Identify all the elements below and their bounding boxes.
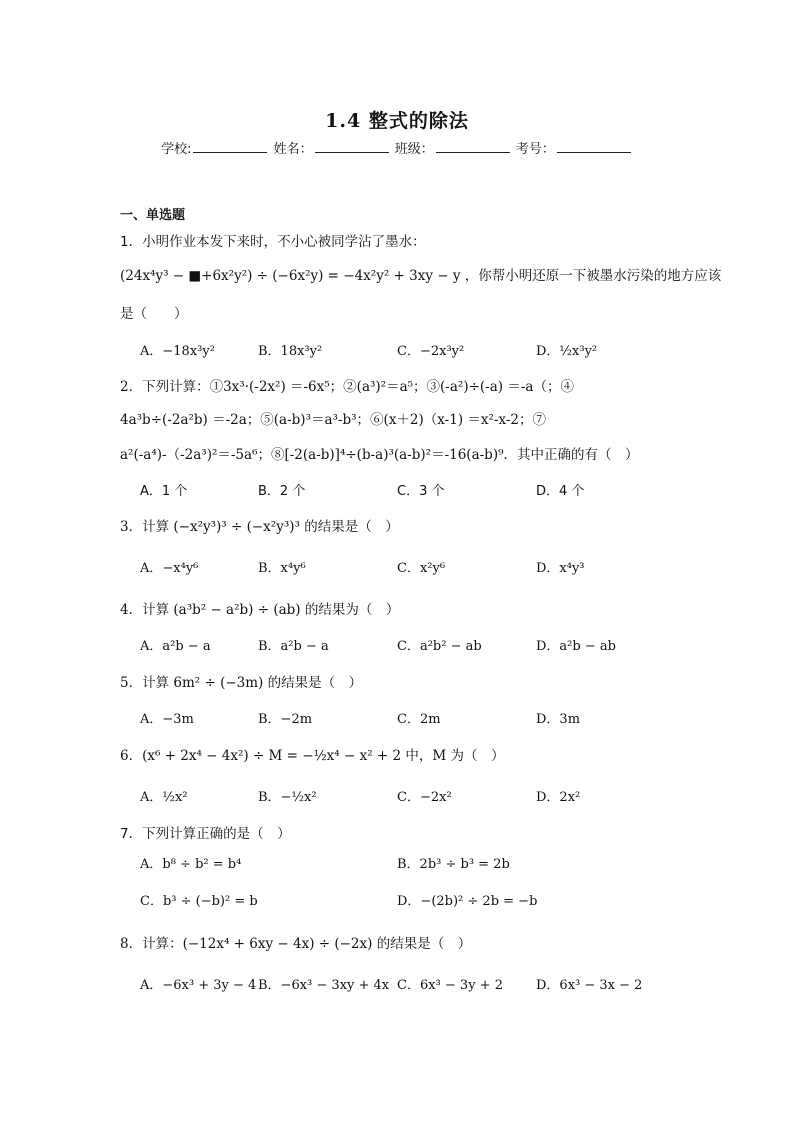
- question-8-option-a: A．−6x³ + 3y − 4: [140, 978, 257, 993]
- question-8-option-d: D．6x³ − 3x − 2: [536, 978, 643, 993]
- question-7-option-d: D．−(2b)² ÷ 2b = −b: [397, 894, 538, 909]
- question-6-option-d: D．2x²: [536, 790, 581, 805]
- question-5-stem: 5．计算 6m² ÷ (−3m) 的结果是（ ）: [120, 675, 363, 691]
- question-6-stem: 6．(x⁶ + 2x⁴ − 4x²) ÷ M = −½x⁴ − x² + 2 中，M 为（ ）: [120, 748, 505, 764]
- question-3-option-d: D．x⁴y³: [536, 561, 585, 576]
- question-8-stem: 8．计算：(−12x⁴ + 6xy − 4x) ÷ (−2x) 的结果是（ ）: [120, 936, 472, 952]
- question-1-option-c: C．−2x³y²: [397, 344, 465, 359]
- question-6-option-c: C．−2x²: [397, 790, 452, 805]
- question-5-option-b: B．−2m: [258, 712, 313, 727]
- class-label: 班级：: [394, 142, 434, 157]
- question-2-option-b: B．2 个: [258, 484, 306, 499]
- question-5-option-c: C．2m: [397, 712, 441, 727]
- question-3-option-a: A．−x⁴y⁶: [140, 561, 199, 576]
- question-8-option-b: B．−6x³ − 3xy + 4x: [258, 978, 390, 993]
- question-2-option-a: A．1 个: [140, 484, 188, 499]
- question-7-option-c: C．b³ ÷ (−b)² = b: [140, 894, 258, 909]
- question-5-option-a: A．−3m: [140, 712, 194, 727]
- question-2-option-c: C．3 个: [397, 484, 445, 499]
- class-blank: [436, 140, 510, 153]
- question-8-option-c: C．6x³ − 3y + 2: [397, 978, 503, 993]
- student-info-line: [0, 138, 794, 157]
- number-blank: [557, 140, 631, 153]
- question-3-option-c: C．x²y⁶: [397, 561, 446, 576]
- question-6-option-b: B．−½x²: [258, 790, 317, 805]
- school-label: 学校:: [161, 142, 192, 157]
- question-3-option-b: B．x⁴y⁶: [258, 561, 306, 576]
- number-label: 考号：: [515, 142, 555, 157]
- question-1-stem-line-3: 是（ ）: [120, 306, 188, 322]
- page-title: 1.4 整式的除法: [325, 110, 469, 132]
- question-7-option-b: B．2b³ ÷ b³ = 2b: [397, 857, 510, 872]
- name-blank: [315, 140, 389, 153]
- question-2-stem-line-1: 2．下列计算：①3x³·(-2x²) ＝-6x⁵；②(a³)²＝a⁵；③(-a²)÷(-a) ＝-a（；④: [120, 379, 574, 395]
- question-3-stem: 3．计算 (−x²y³)³ ÷ (−x²y³)³ 的结果是（ ）: [120, 519, 399, 535]
- question-1-option-a: A．−18x³y²: [140, 344, 215, 359]
- question-4-stem: 4．计算 (a³b² − a²b) ÷ (ab) 的结果为（ ）: [120, 602, 400, 618]
- section-heading: 一、单选题: [120, 208, 186, 223]
- question-2-stem-line-3: a²(-a⁴)-（-2a³)²＝-5a⁶；⑧[-2(a-b)]⁴÷(b-a)³(a-b)²＝-16(a-b)⁹．其中正确的有（ ）: [120, 447, 639, 463]
- question-2-option-d: D．4 个: [536, 484, 585, 499]
- question-4-option-a: A．a²b − a: [140, 639, 211, 654]
- question-7-option-a: A．b⁸ ÷ b² = b⁴: [140, 857, 242, 872]
- question-2-stem-line-2: 4a³b÷(-2a²b) ＝-2a；⑤(a-b)³＝a³-b³；⑥(x＋2)（x-1) ＝x²-x-2；⑦: [120, 412, 546, 428]
- name-label: 姓名：: [273, 142, 313, 157]
- question-7-stem: 7．下列计算正确的是（ ）: [120, 826, 291, 842]
- question-5-option-d: D．3m: [536, 712, 581, 727]
- question-6-option-a: A．½x²: [140, 790, 188, 805]
- question-1-stem-line-1: 1．小明作业本发下来时，不小心被同学沾了墨水：: [120, 234, 426, 250]
- question-4-option-c: C．a²b² − ab: [397, 639, 482, 654]
- question-1-option-d: D．½x³y²: [536, 344, 598, 359]
- question-4-option-b: B．a²b − a: [258, 639, 329, 654]
- question-4-option-d: D．a²b − ab: [536, 639, 616, 654]
- school-blank: [193, 140, 267, 153]
- question-1-stem-line-2: (24x⁴y³ − ■+6x²y²) ÷ (−6x²y) = −4x²y² + 3xy − y ，你帮小明还原一下被墨水污染的地方应该: [120, 268, 722, 284]
- question-1-option-b: B．18x³y²: [258, 344, 323, 359]
